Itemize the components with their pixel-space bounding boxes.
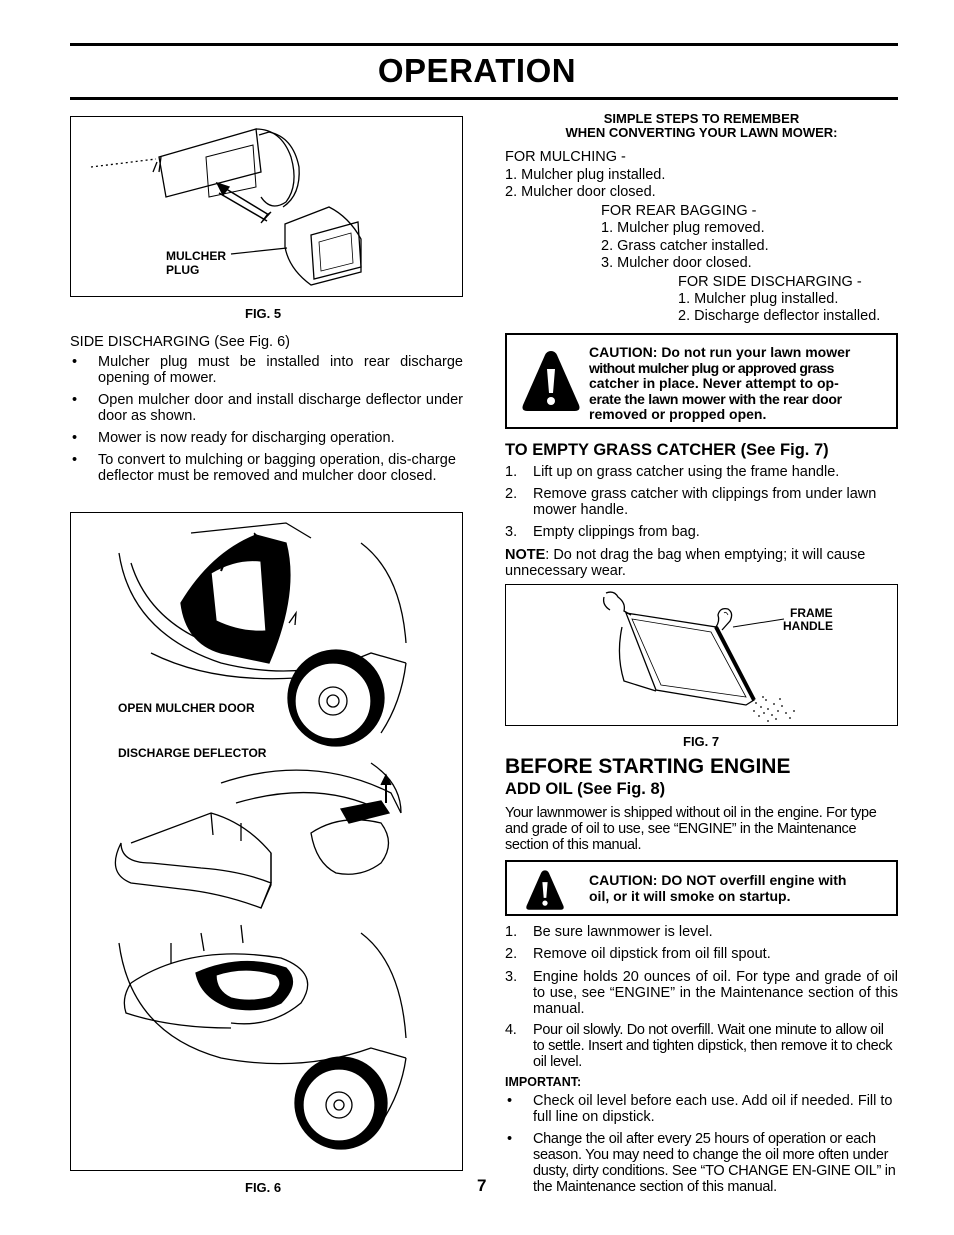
empty-catcher-step: [505, 486, 898, 518]
before-starting-heading: BEFORE STARTING ENGINE: [505, 755, 791, 778]
page-number: 7: [477, 1176, 487, 1195]
step-number: 3.: [505, 524, 518, 540]
rear-bagging-item: 3. Mulcher door closed.: [601, 255, 752, 271]
oil-step: [505, 924, 898, 940]
side-discharging-bullet: [70, 392, 463, 424]
caution-line: oil, or it will smoke on startup.: [589, 887, 791, 904]
bullet-text: Mulcher plug must be installed into rear discharge opening of mower.: [98, 354, 463, 386]
empty-catcher-heading: TO EMPTY GRASS CATCHER (See Fig. 7): [505, 441, 829, 459]
note-text: : Do not drag the bag when emptying; it will cause unnecessary wear.: [505, 547, 866, 579]
important-bullet: [505, 1131, 898, 1195]
fig7-illustration: [505, 584, 898, 726]
step-number: 4.: [505, 1022, 517, 1038]
warning-triangle-icon: [525, 869, 565, 911]
side-discharging-bullet: [70, 354, 463, 386]
fig5-illustration: [70, 116, 463, 297]
step-number: 2.: [505, 486, 518, 502]
side-discharging-step: 2. Discharge deflector installed.: [678, 308, 881, 324]
warning-triangle-icon: [521, 349, 581, 413]
step-text: Engine holds 20 ounces of oil. For type and grade of oil to use, see “ENGINE” in the Maintenance section of this manual.: [533, 969, 898, 1017]
caution-line: CAUTION: Do not run your lawn mower: [589, 344, 851, 360]
bullet-dot: •: [507, 1131, 512, 1147]
fig6-illustration: [70, 512, 463, 1171]
step-number: 1.: [505, 924, 518, 940]
oil-step: [505, 946, 898, 962]
caution-text: [589, 345, 850, 423]
caution-line: CAUTION: DO NOT overfill engine with: [589, 872, 847, 888]
fig6-label-open-mulcher-door: OPEN MULCHER DOOR: [118, 701, 255, 715]
bullet-text: Mower is now ready for discharging operation.: [98, 430, 395, 446]
mulching-item: 1. Mulcher plug installed.: [505, 167, 666, 183]
empty-catcher-step: [505, 524, 898, 540]
bullet-dot: •: [72, 430, 78, 446]
important-label: IMPORTANT:: [505, 1075, 582, 1089]
rear-bagging-item: 1. Mulcher plug removed.: [601, 220, 765, 236]
empty-catcher-note: [505, 547, 898, 579]
fig5-label-plug: PLUG: [166, 263, 200, 277]
add-oil-intro: Your lawnmower is shipped without oil in the engine. For type and grade of oil to use, see “ENGINE” in the Maintenance section of this manual.: [505, 805, 877, 853]
oil-step: [505, 1022, 898, 1070]
bullet-dot: •: [72, 392, 78, 408]
step-number: 3.: [505, 969, 518, 985]
caution-line: erate the lawn mower with the rear door: [589, 390, 842, 407]
step-number: 1.: [505, 464, 518, 480]
page-title: OPERATION: [377, 52, 577, 89]
bullet-text: Change the oil after every 25 hours of operation or each season. You may need to change the oil more often under dusty, dirty conditions. See “TO CHANGE EN-GINE OIL” in the Maintenance section of this manual.: [533, 1131, 896, 1195]
fig7-label-handle: HANDLE: [783, 619, 833, 633]
fig6-caption: FIG. 6: [245, 1180, 282, 1195]
step-text: Empty clippings from bag.: [533, 524, 700, 540]
step-text: Pour oil slowly. Do not overfill. Wait one minute to allow oil to settle. Insert and tighten dipstick, then remove it to check oil level.: [533, 1022, 893, 1070]
grass-catcher-drawing: [506, 585, 898, 726]
side-discharging-bullet: [70, 430, 463, 446]
bullet-text: Open mulcher door and install discharge deflector under door as shown.: [98, 392, 463, 424]
caution-line: removed or propped open.: [589, 406, 767, 422]
simple-steps-title: [505, 112, 898, 140]
fig7-caption: FIG. 7: [683, 734, 720, 749]
mulcher-plug-drawing: [71, 117, 463, 297]
rear-bagging-heading: FOR REAR BAGGING -: [601, 203, 757, 219]
bullet-dot: •: [72, 452, 78, 468]
fig6-label-discharge-deflector: DISCHARGE DEFLECTOR: [118, 746, 267, 760]
mulcher-door-deflector-drawing: [71, 513, 463, 1171]
side-discharging-heading: SIDE DISCHARGING (See Fig. 6): [70, 334, 290, 350]
bullet-dot: •: [72, 354, 78, 370]
step-text: Lift up on grass catcher using the frame handle.: [533, 464, 840, 480]
side-discharging-steps-heading: FOR SIDE DISCHARGING -: [678, 274, 862, 290]
mulching-item: 2. Mulcher door closed.: [505, 184, 656, 200]
bullet-text: To convert to mulching or bagging operation, dis-charge deflector must be removed and mulcher door closed.: [98, 452, 456, 484]
caution-text: [589, 873, 846, 904]
step-number: 2.: [505, 946, 518, 962]
rear-bagging-item: 2. Grass catcher installed.: [601, 238, 769, 254]
step-text: Be sure lawnmower is level.: [533, 924, 713, 940]
empty-catcher-step: [505, 464, 898, 480]
bullet-dot: •: [507, 1093, 513, 1109]
simple-steps-title-line2: WHEN CONVERTING YOUR LAWN MOWER:: [565, 125, 838, 140]
side-discharging-bullet: [70, 452, 463, 484]
oil-step: [505, 969, 898, 1017]
caution-box-overfill: [505, 860, 898, 916]
caution-line: without mulcher plug or approved grass: [589, 359, 834, 376]
caution-line: catcher in place. Never attempt to op-: [589, 375, 839, 391]
top-rule: [70, 43, 898, 46]
note-label: NOTE: [505, 547, 546, 563]
side-discharging-step: 1. Mulcher plug installed.: [678, 291, 839, 307]
important-bullet: [505, 1093, 898, 1125]
fig7-label-frame: FRAME: [790, 606, 833, 620]
caution-box-mulcher-plug: [505, 333, 898, 429]
simple-steps-title-line1: SIMPLE STEPS TO REMEMBER: [603, 111, 800, 126]
fig5-label-mulcher: MULCHER: [166, 249, 226, 263]
bullet-text: Check oil level before each use. Add oil if needed. Fill to full line on dipstick.: [533, 1093, 893, 1125]
title-rule: [70, 97, 898, 100]
add-oil-heading: ADD OIL (See Fig. 8): [505, 780, 666, 798]
fig5-caption: FIG. 5: [245, 306, 282, 321]
mulching-heading: FOR MULCHING -: [505, 149, 626, 165]
step-text: Remove oil dipstick from oil fill spout.: [533, 946, 771, 962]
step-text: Remove grass catcher with clippings from under lawn mower handle.: [533, 486, 877, 518]
